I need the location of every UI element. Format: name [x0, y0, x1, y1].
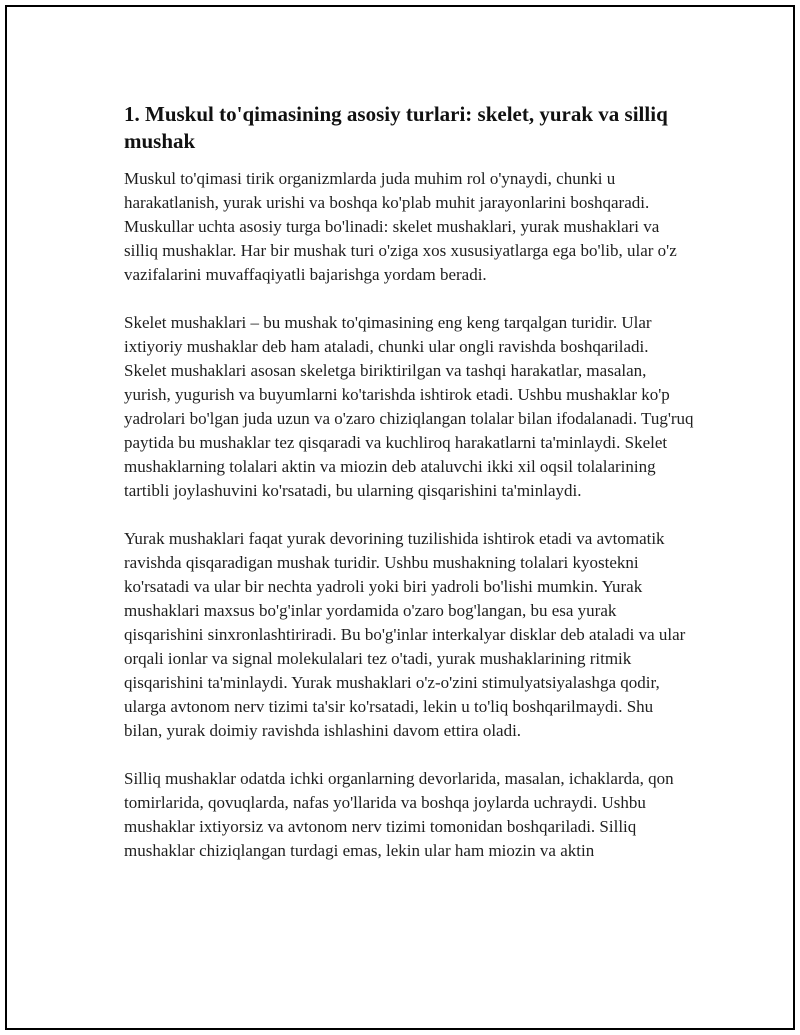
paragraph-cardiac-muscle: Yurak mushaklari faqat yurak devorining tuzilishida ishtirok etadi va avtomatik ravishda qisqaradigan mushak turidir. Ushbu mushakning tolalari kyostekni ko'rsatadi va ular bir nechta yadroli yoki biri yadroli bo'lishi mumkin. Yurak mushaklari maxsus bo'g'inlar yordamida o'zaro bog'langan, bu esa yurak qisqarishini sinxronlashtiriradi. Bu bo'g'inlar interkalyar disklar deb ataladi va ular orqali ionlar va signal molekulalari tez o'tadi, yurak mushaklarining ritmik qisqarishini ta'minlaydi. Yurak mushaklari o'z-o'zini stimulyatsiyalashga qodir, ularga avtonom nerv tizimi ta'sir ko'rsatadi, lekin u to'liq boshqarilmaydi. Shu bilan, yurak doimiy ravishda ishlashini davom ettira oladi. [124, 529, 686, 740]
paragraph-intro: Muskul to'qimasi tirik organizmlarda juda muhim rol o'ynaydi, chunki u harakatlanish, yurak urishi va boshqa ko'plab muhit jarayonlarini boshqaradi. Muskullar uchta asosiy turga bo'linadi: skelet mushaklari, yurak mushaklari va silliq mushaklar. Har bir mushak turi o'ziga xos xususiyatlarga ega bo'lib, ular o'z vazifalarini muvaffaqiyatli bajarishga yordam beradi. [124, 169, 677, 284]
section-heading: 1. Muskul to'qimasining asosiy turlari: skelet, yurak va silliq mushak [124, 102, 668, 153]
document-body [124, 101, 694, 887]
paragraph-smooth-muscle: Silliq mushaklar odatda ichki organlarning devorlarida, masalan, ichaklarda, qon tomirlarida, qovuqlarda, nafas yo'llarida va boshqa joylarda uchraydi. Ushbu mushaklar ixtiyorsiz va avtonom nerv tizimi tomonidan boshqariladi. Silliq mushaklar chiziqlangan turdagi emas, lekin ular ham miozin va aktin [124, 769, 674, 860]
paragraph-skeletal-muscle: Skelet mushaklari – bu mushak to'qimasining eng keng tarqalgan turidir. Ular ixtiyoriy mushaklar deb ham ataladi, chunki ular ongli ravishda boshqariladi. Skelet mushaklari asosan skeletga biriktirilgan va tashqi harakatlar, masalan, yurish, yugurish va buyumlarni ko'tarishda ishtirok etadi. Ushbu mushaklar ko'p yadrolari bo'lgan juda uzun va o'zaro chiziqlangan tolalar bilan ifodalanadi. Tug'ruq paytida bu mushaklar tez qisqaradi va kuchliroq harakatlarni ta'minlaydi. Skelet mushaklarning tolalari aktin va miozin deb ataluvchi ikki xil oqsil tolalarining tartibli joylashuvini ko'rsatadi, bu ularning qisqarishini ta'minlaydi. [124, 313, 694, 500]
page-frame [5, 5, 795, 1030]
